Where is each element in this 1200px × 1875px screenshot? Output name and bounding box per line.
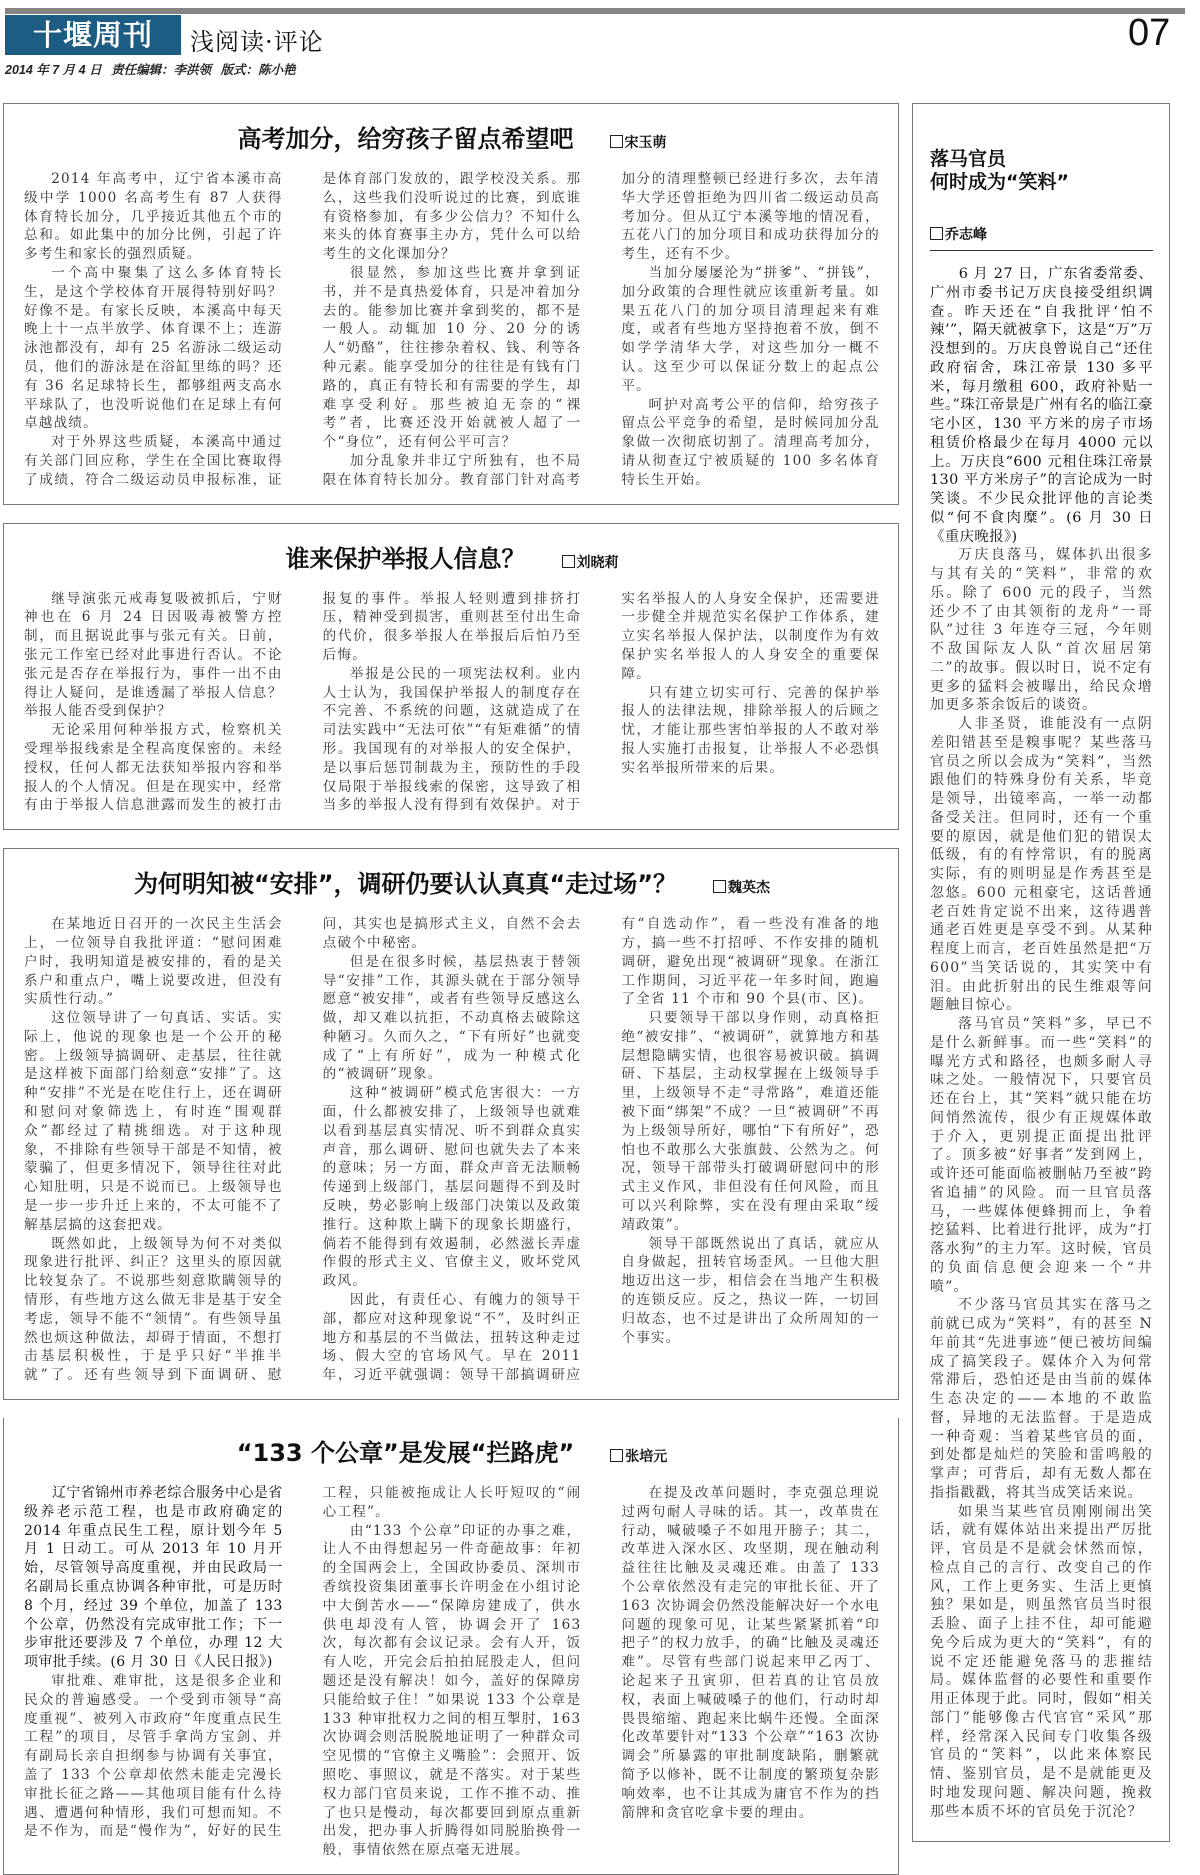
- paragraph: 人非圣贤，谁能没有一点阴差阳错甚至是糗事呢？某些落马官员之所以会成为“笑料”，当然跟他们的特殊身份有关系，毕竟是领导，出镜率高，一举一动都备受关注。但同时，还有一个重要的原因，就是他们犯的错误太低级，有的有悖常识，有的脱离实际，有的则明显是作秀甚至是忽悠。600 元租豪宅，这话普通老百姓肯定说不出来，这待遇普通老百姓更是享受不到。从某种程度上而言，老百姓虽然是把“万 600”当笑话说的，其实笑中有泪。由此折射出的民生维艰等问题触目惊心。: [930, 716, 1153, 1014]
- paragraph: 当加分屡屡沦为“拼爹”、“拼钱”，加分政策的合理性就应该重新考量。如果五花八门的加分项目清理起来有难度，或者有些地方坚持抱着不放，倒不如学学清华大学，对这些加分一概不认。这至少可以保证分数上的起点公平。: [621, 264, 880, 394]
- author-name: 刘晓莉: [576, 554, 619, 571]
- paragraph: 对于外界这些质疑，本溪高中通过有关部门回应称，学生在全国比赛取得了成绩，符合二级运动员申报标准，证是体育部门发放的，跟学校没关系。那么，这些我们没听说过的比赛，到底谁有资格参加，有多少公信力？不知什么来头的体育赛事主办方，凭什么可以给考生的文化课加分？: [24, 171, 582, 488]
- article-header: [24, 124, 880, 154]
- article-byline: [562, 552, 619, 572]
- paragraph: 万庆良落马，媒体扒出很多与其有关的“笑料”，非常的欢乐。除了 600 元的段子，当然还少不了由其领衔的龙舟“一哥队”过往 3 年连夺三冠，今年则不敌国际友人队“首次屈居第二”的故事。假以时日，说不定有更多的猛料会被曝出，给民众增加更多茶余饭后的谈资。: [930, 547, 1153, 714]
- paragraph: 落马官员“笑料”多，早已不是什么新鲜事。而一些“笑料”的曝光方式和路径，也颇多耐人寻味之处。一般情况下，只要官员还在台上，其“笑料”就只能在坊间悄然流传，很少有正规媒体敢于介入，更别提正面提出批评了。顶多被“好事者”发到网上，或许还可能面临被删帖乃至被“跨省追捕”的风险。而一旦官员落马，一些媒体便蜂拥而上，争着挖猛料、比着进行批评，成为“打落水狗”的主力军。这时候，官员的负面信息便会迎来一个“井喷”。: [930, 1016, 1153, 1295]
- paragraph: 2014 年高考中，辽宁省本溪市高级中学 1000 名高考生有 87 人获得体育特长加分，几乎接近其他五个市的总和。如此集中的加分比例，引起了许多考生和家长的强烈质疑。: [24, 171, 283, 263]
- article-header: [24, 869, 880, 899]
- byline-box-icon: [562, 555, 575, 568]
- article-byline: [713, 877, 770, 897]
- paragraph: 由“133 个公章”印证的办事之难，让人不由得想起另一件奇葩故事：年初的全国两会上，全国政协委员、深圳市香缤投资集团董事长许明金在小组讨论中大倒苦水——“保障房建成了，供水供电却没有人管，协调会开了 163 次，每次都有会议记录。会有人开，饭有人吃，开完会后拍拍屁股走人，但问题还是没有解决！如今，盖好的保障房只能给蚊子住！”如果说 133 个公章是 133 种审批权力之间的相互掣肘，163 次协调会则活脱脱地证明了一种群众司空见惯的“官僚主义嘴脸”：会照开、饭照吃、事照议，就是不落实。对于某些权力部门官员来说，工作不推不动、推了也只是慢动，每次都要回到原点重新出发，把办事人折腾得如同脱胎换骨一般，事情依然在原点毫无进展。: [322, 1522, 582, 1859]
- paragraph: 既然如此，上级领导为何不对类似现象进行批评、纠正？这里头的原因就比较复杂了。不说那些刻意欺瞒领导的情形，有些地方这么做无非是基于安全考虑，领导不能不“领情”。有些领导虽然也烦这种做法，却碍于情面，不想打击基层积极性，于是乎只好“半推半就”了。还有些领导到下面调研、慰问，其实也是搞形式主义，自然不会去点破个中秘密。: [24, 916, 582, 1384]
- paragraph: 呵护对高考公平的信仰，给穷孩子留点公平竞争的希望，是时候同加分乱象做一次彻底切割了。清理高考加分，请从彻查辽宁被质疑的 100 多名体育特长生开始。: [621, 396, 880, 488]
- author-name: 魏英杰: [728, 880, 771, 897]
- sidebar-headline: [930, 148, 1153, 194]
- paragraph: 很显然，参加这些比赛并拿到证书，并不是真热爱体育，只是冲着加分去的。能参加比赛并拿到奖的，都不是一般人。动辄加 10 分、20 分的诱人“奶酪”，往往掺杂着权、钱、利等各种元素。能享受加分的往往是有钱有门路的，真正有特长和有需要的学生，却难享受利好。那些被迫无奈的“裸考”者，比赛还没开始就被人超了一个“身位”，还有何公平可言？: [322, 264, 582, 451]
- main-column: [3, 103, 899, 1875]
- article-byline: [610, 1446, 667, 1466]
- dateline: [5, 60, 302, 78]
- sidebar-body: [930, 265, 1153, 1821]
- byline-box-icon: [610, 1449, 623, 1462]
- paragraph: 一个高中聚集了这么多体育特长生，是这个学校体育开展得特别好吗？好像不是。有家长反映，本溪高中每天晚上十一点半放学、体育课不上；连游泳池都没有，却有 25 名游泳二级运动员，他们的游泳是在浴缸里练的吗？还有 36 名足球特长生，都够组两支高水平球队了，也没听说他们在足球上有何卓越战绩。: [24, 264, 283, 432]
- article-headline: “133 个公章”是发展“拦路虎”: [236, 1439, 575, 1468]
- news-excerpt-paragraph: 辽宁省锦州市养老综合服务中心是省级养老示范工程，也是市政府确定的 2014 年重点民生工程，原计划今年 5 月 1 日动工。可从 2013 年 10 月开始，尽管领导高度重视，并由民政局一名副局长重点协调各种审批，可是历时 8 个月，经过 39 个单位，加盖了 133 个公章，仍然没有完成审批工作；下一步审批还要涉及 7 个单位，办理 12 大项审批手续。(6 月 30 日《人民日报》): [24, 1485, 283, 1671]
- paragraph: 这种“被调研”模式危害很大：一方面，什么都被安排了，上级领导也就难以看到基层真实情况、听不到群众真实声音，那么调研、慰问也就失去了本来的意味；另一方面，群众声音无法顺畅传递到上级部门，基层问题得不到及时反映，势必影响上级部门决策以及政策推行。这种欺上瞒下的现象长期盛行，倘若不能得到有效遏制，必然滋长弄虚作假的形式主义、官僚主义，败坏党风政风。: [322, 1085, 582, 1290]
- article-gaokao: [3, 103, 899, 505]
- paragraph: 举报是公民的一项宪法权利。业内人士认为，我国保护举报人的制度存在不完善、不系统的问题，这就造成了在司法实践中“无法可依”“有矩难循”的情形。我国现有的对举报人的安全保护，是以事后惩罚制裁为主，预防性的手段仅局限于举报线索的保密，这导致了相当多的举报人没有得到有效保护。对于实名举报人的人身安全保护，还需要进一步健全并规范实名保护工作体系，建立实名举报人保护法，以制度作为有效保护实名举报人的人身安全的重要保障。: [322, 590, 880, 814]
- section-title: 浅阅读·评论: [190, 28, 324, 56]
- paragraph: 领导干部既然说出了真话，就应从自身做起，扭转官场歪风。一旦他大胆地迈出这一步，相信会在当地产生积极的连锁反应。反之，热议一阵，一切回归故态，也不过是讲出了众所周知的一个事实。: [621, 1235, 880, 1346]
- article-headline: 高考加分，给穷孩子留点希望吧: [237, 125, 574, 153]
- paragraph: 不少落马官员其实在落马之前就已成为“笑料”，有的甚至 N 年前其“先进事迹”便已被坊间编成了搞笑段子。媒体介入为何常常滞后，恐怕还是由当前的媒体生态决定的——本地的不敢监督，异地的无法监督。于是造成一种奇观：当着某些官员的面，到处都是灿烂的笑脸和雷鸣般的掌声；可背后，却有无数人都在指指戳戳，将其当成笑话来说。: [930, 1297, 1153, 1501]
- article-header: [24, 544, 880, 574]
- author-name: 乔志峰: [945, 227, 987, 243]
- masthead-logo: 十堰周刊: [5, 15, 181, 55]
- article-header: [24, 1438, 880, 1468]
- sidebar-column: [912, 103, 1170, 1842]
- paragraph: 无论采用何种举报方式，检察机关受理举报线索是全程高度保密的。未经授权，任何人都无法获知举报内容和举报人的个人情况。但是在现实中，经常有由于举报人信息泄露而发生的被打击报复的事件。举报人轻则遭到排挤打压，精神受到损害，重则甚至付出生命的代价，很多举报人在举报后后怕乃至后悔。: [24, 590, 582, 814]
- article-body: [24, 170, 880, 490]
- top-rule: [5, 8, 1185, 14]
- article-byline: [610, 132, 667, 152]
- author-name: 张培元: [625, 1449, 668, 1466]
- layout-credit: 版式：陈小艳: [220, 63, 296, 77]
- paragraph: 在某地近日召开的一次民主生活会上，一位领导自我批评道：“慰问困难户时，我明知道是被安排的，看的是关系户和重点户，嘴上说要改进，但没有实质性行动。”: [24, 916, 283, 1008]
- article-seals: [3, 1418, 899, 1875]
- sidebar-byline: [930, 224, 1153, 251]
- article-body: [24, 590, 880, 816]
- paragraph: 只要领导干部以身作则，动真格拒绝“被安排”、“被调研”，就算地方和基层想隐瞒实情，也很容易被识破。搞调研、下基层，主动权掌握在上级领导手里，上级领导不走“寻常路”，难道还能被下面“绑架”不成？一旦“被调研”不再为上级领导所好，哪怕“下有所好”，恐怕也不敢那么大张旗鼓、公然为之。何况，领导干部带头打破调研慰问中的形式主义作风，非但没有任何风险，而且可以兴利除弊，实在没有理由采取“绥靖政策”。: [621, 1010, 880, 1233]
- byline-box-icon: [930, 227, 943, 240]
- paragraph: 因此，有责任心、有魄力的领导干部，都应对这种现象说“不”，及时纠正地方和基层的不当做法，扭转这种走过场、假大空的官场风气。早在 2011 年，习近平就强调：领导干部搞调研应有“自选动作”，看一些没有准备的地方，搞一些不打招呼、不作安排的随机调研，避免出现“被调研”现象。在浙江工作期间，习近平花一年多时间，跑遍了全省 11 个市和 90 个县(市、区)。: [322, 916, 880, 1384]
- byline-box-icon: [713, 880, 726, 893]
- paragraph: 在提及改革问题时，李克强总理说过两句耐人寻味的话。其一，改革贵在行动，喊破嗓子不如甩开膀子；其二，改革进入深水区、攻坚期，现在触动利益往往比触及灵魂还难。由盖了 133 个公章依然没有走完的审批长征、开了 163 次协调会仍然没能解决好一个水电问题的现象可见，让某些紧紧抓着“印把子”的权力放手，的确“比触及灵魂还难”。尽管有些部门说起来甲乙丙丁、论起来子丑寅卯，但若真的让官员放权，表面上喊破嗓子的他们，行动时却畏畏缩缩、跑起来比蜗牛还慢。全面深化改革要针对“133 个公章”“163 次协调会”所暴露的审批制度缺陷，删繁就简予以修补，既不让制度的繁琐复杂影响效率，也不让其成为庸官不作为的挡箭牌和贪官吃拿卡要的理由。: [621, 1485, 880, 1821]
- news-excerpt-paragraph: 6 月 27 日，广东省委常委、广州市委书记万庆良接受组织调查。昨天还在“自我批评‘怕不辣’”，隔天就被拿下，这是“万”万没想到的。万庆良曾说自己“还住政府宿舍，珠江帝景 130 多平米，每月缴租 600，政府补贴一些。”珠江帝景是广州有名的临江豪宅小区，130 平方米的房子市场租赁价格最少在每月 4000 元以上。万庆良“600 元租住珠江帝景 130 平方米房子”的言论成为一时笑谈。不少民众批评他的言论类似“何不食肉糜”。(6 月 30 日《重庆晚报》): [930, 266, 1153, 545]
- paragraph: 加分乱象并非辽宁所独有，也不局限在体育特长加分。教育部门针对高考加分的清理整顿已经进行多次，去年清华大学还曾拒绝为四川省二级运动员高考加分。但从辽宁本溪等地的情况看，五花八门的加分项目和成功获得加分的考生，还有不少。: [322, 171, 880, 488]
- paragraph: 审批难、难审批，这是很多企业和民众的普遍感受。一个受到市领导“高度重视”、被列入市政府“年度重点民生工程”的项目，尽管手拿尚方宝剑、并有副局长亲自担纲参与协调有关事宜，盖了 133 个公章却依然未能走完漫长审批长征之路——其他项目能有什么待遇、遭遇何种情形，我们可想而知。不是不作为，而是“慢作为”，好好的民生工程，只能被拖成让人长吁短叹的“闹心工程”。: [24, 1485, 582, 1840]
- article-inspection: [3, 848, 899, 1400]
- article-body: [24, 915, 880, 1385]
- paragraph: 继导演张元戒毒复吸被抓后，宁财神也在 6 月 24 日因吸毒被警方控制，而且据说此事与张元有关。日前，张元工作室已经对此事进行否认。不论张元是否存在举报行为，事件一出不由得让人疑问，是谁透漏了举报人信息？举报人能否受到保护？: [24, 590, 283, 720]
- paragraph: 这位领导讲了一句真话、实话。实际上，他说的现象也是一个公开的秘密。上级领导搞调研、走基层，往往就是这样被下面部门给刻意“安排”了。这种“安排”不光是在吃住行上，还在调研和慰问对象筛选上，有时连“围观群众”都经过了精挑细选。对于这种现象，不排除有些领导干部是不知情，被蒙骗了，但更多情况下，领导往往对此心知肚明，只是不说而已。上级领导也是一步一步升迁上来的，不太可能不了解基层搞的这套把戏。: [24, 1010, 283, 1233]
- article-headline: 为何明知被“安排”，调研仍要认认真真“走过场”？: [133, 870, 678, 899]
- article-headline: 谁来保护举报人信息？: [285, 544, 526, 573]
- article-body: [24, 1484, 880, 1860]
- issue-date: 2014 年 7 月 4 日: [5, 63, 102, 77]
- byline-box-icon: [610, 135, 623, 148]
- page-number: 07: [1128, 12, 1171, 54]
- paragraph: 只有建立切实可行、完善的保护举报人的法律法规，排除举报人的后顾之忧，才能让那些害怕举报的人不敢对举报人实施打击报复，让举报人不必恐惧实名举报所带来的后果。: [621, 684, 880, 776]
- sidebar-headline-line1: 落马官员: [930, 148, 1007, 170]
- sidebar-headline-line2: 何时成为“笑料”: [930, 171, 1069, 193]
- editor-credit: 责任编辑：李洪领: [111, 63, 212, 77]
- article-whistleblower: [3, 523, 899, 831]
- author-name: 宋玉萌: [624, 135, 667, 151]
- paragraph: 但是在很多时候，基层热衷于替领导“安排”工作，其源头就在于部分领导愿意“被安排”，或者有些领导反感这么做，却又难以抗拒，不动真格去破除这种陋习。久而久之，“下有所好”也就变成了“上有所好”，成为一种模式化的“被调研”现象。: [322, 953, 582, 1083]
- paragraph: 如果当某些官员刚刚闹出笑话，就有媒体站出来提出严厉批评，官员是不是就会怵然而惊，检点自己的言行、改变自己的作风，工作上更务实、生活上更慎独？果如是，则虽然官员当时很丢脸、面子上挂不住，却可能避免今后成为更大的“笑料”，有的说不定还能避免落马的悲摧结局。媒体监督的必要性和重要作用正体现于此。同时，假如“相关部门”能够像古代官官“采风”那样，经常深入民间专门收集各级官员的“笑料”，以此来体察民情、鉴别官员，是不是就能更及时地发现问题、解决问题，挽救那些本质不坏的官员免于沉沦？: [930, 1503, 1153, 1820]
